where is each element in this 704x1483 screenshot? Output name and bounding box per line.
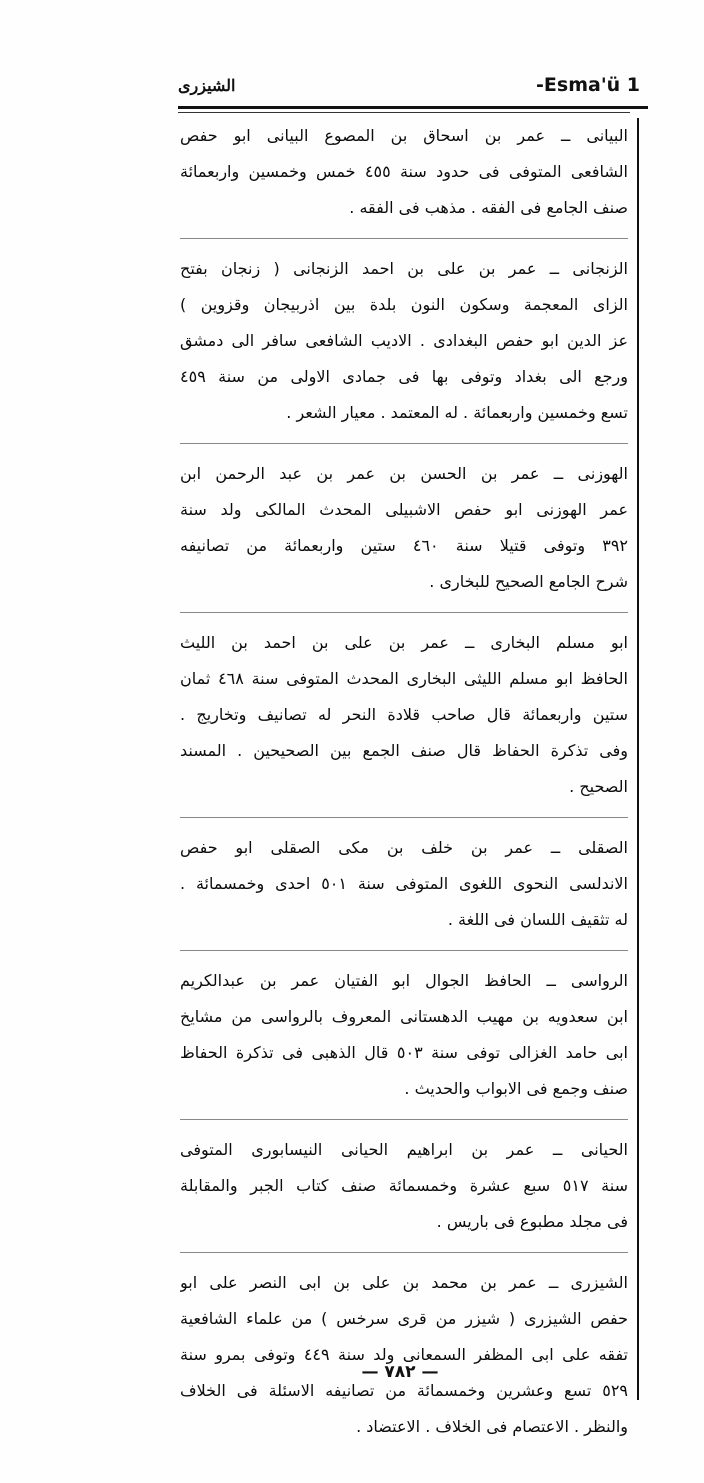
running-title: الشيزرى: [178, 76, 236, 95]
entry-line: الصقلی ــ عمر بن خلف بن مكی الصقلی ابو حفص: [180, 838, 628, 857]
entry-line: ستين واربعمائة قال صاحب قلادة النحر له تصانيف وتخاريج .: [180, 705, 628, 724]
entry-line: ورجع الی بغداد وتوفی بها فی جمادی الاولی من سنة ٤٥٩: [180, 367, 628, 386]
entry-line: الحيانی ــ عمر بن ابراهيم الحيانی النيسابوری المتوفی: [180, 1140, 628, 1159]
entry-line: الصحيح .: [569, 777, 628, 796]
header-rule: [178, 106, 648, 109]
entry-line: وفی تذكرة الحفاظ قال صنف الجمع بين الصحيحين . المسند: [180, 741, 628, 760]
entry-line: الحافظ ابو مسلم الليثی البخاری المحدث المتوفی سنة ٤٦٨ ثمان: [180, 669, 628, 688]
entry-line: الزای المعجمة وسكون النون بلدة بين اذربيجان وقزوين ): [180, 295, 628, 314]
entry-line: الشافعی المتوفی فی حدود سنة ٤٥٥ خمس وخمسين واربعمائة: [180, 162, 628, 181]
entry-line: عمر الهوزنی ابو حفص الاشبيلی المحدث المالكی ولد سنة: [180, 500, 628, 519]
biography-entry: [180, 118, 628, 239]
entry-line: البيانی ــ عمر بن اسحاق بن المصوع البيانی ابو حفص: [180, 126, 628, 145]
page-number: — ٧٨٢ —: [361, 1362, 439, 1382]
entry-line: ٥٢٩ تسع وعشرين وخمسمائة من تصانيفه الاسئلة فی الخلاف: [180, 1381, 628, 1400]
entry-line: حفص الشيزری ( شيزر من قری سرخس ) من علماء الشافعية: [180, 1309, 628, 1328]
entry-line: الهوزنی ــ عمر بن الحسن بن عمر بن عبد الرحمن ابن: [180, 464, 628, 483]
entry-line: الزنجانی ــ عمر بن علی بن احمد الزنجانی ( زنجان بفتح: [180, 259, 628, 278]
biography-entry: [180, 963, 628, 1120]
entry-line: ٣٩٢ وتوفی قتيلا سنة ٤٦٠ ستين واربعمائة من تصانيفه: [180, 536, 628, 555]
biography-entry: [180, 625, 628, 818]
volume-reference: Esma'ü 1-: [536, 74, 640, 96]
entry-line: شرح الجامع الصحيح للبخاری .: [429, 572, 628, 591]
entry-line: عز الدين ابو حفص البغدادی . الاديب الشافعی سافر الی دمشق: [180, 331, 628, 350]
entry-line: صنف وجمع فی الابواب والحديث .: [404, 1079, 628, 1098]
entry-line: الشيزری ــ عمر بن محمد بن علی بن ابی النصر علی ابو: [180, 1273, 628, 1292]
biography-entry: [180, 830, 628, 951]
biography-entry: [180, 1265, 628, 1457]
biography-entry: [180, 1132, 628, 1253]
entry-line: صنف الجامع فی الفقه . مذهب فی الفقه .: [349, 198, 628, 217]
entry-line: تسع وخمسين واربعمائة . له المعتمد . معيار الشعر .: [286, 403, 628, 422]
entry-line: ابو مسلم البخاری ــ عمر بن علی بن احمد بن الليث: [180, 633, 628, 652]
entry-line: تفقه علی ابی المظفر السمعانی ولد سنة ٤٤٩ وتوفی بمرو سنة: [180, 1345, 628, 1364]
entry-line: والنظر . الاعتصام فی الخلاف . الاعتضاد .: [356, 1417, 628, 1436]
entries-column: [180, 118, 628, 1469]
running-head: [178, 72, 648, 102]
entry-line: الرواسی ــ الحافظ الجوال ابو الفتيان عمر بن عبدالكريم: [180, 971, 628, 990]
entry-line: فی مجلد مطبوع فی باريس .: [436, 1212, 628, 1231]
entry-line: له تثقيف اللسان فی اللغة .: [447, 910, 628, 929]
column-rule: [637, 118, 639, 1400]
entry-line: سنة ٥١٧ سبع عشرة وخمسمائة صنف كتاب الجبر والمقابلة: [180, 1176, 628, 1195]
header-thin-rule: [178, 112, 630, 113]
biography-entry: [180, 456, 628, 613]
entry-line: ابن سعدويه بن مهيب الدهستانی المعروف بالرواسی من مشايخ: [180, 1007, 628, 1026]
entry-line: ابی حامد الغزالی توفی سنة ٥٠٣ قال الذهبی فی تذكرة الحفاظ: [180, 1043, 628, 1062]
biography-entry: [180, 251, 628, 444]
entry-line: الاندلسی النحوی اللغوی المتوفی سنة ٥٠١ احدی وخمسمائة .: [180, 874, 628, 893]
